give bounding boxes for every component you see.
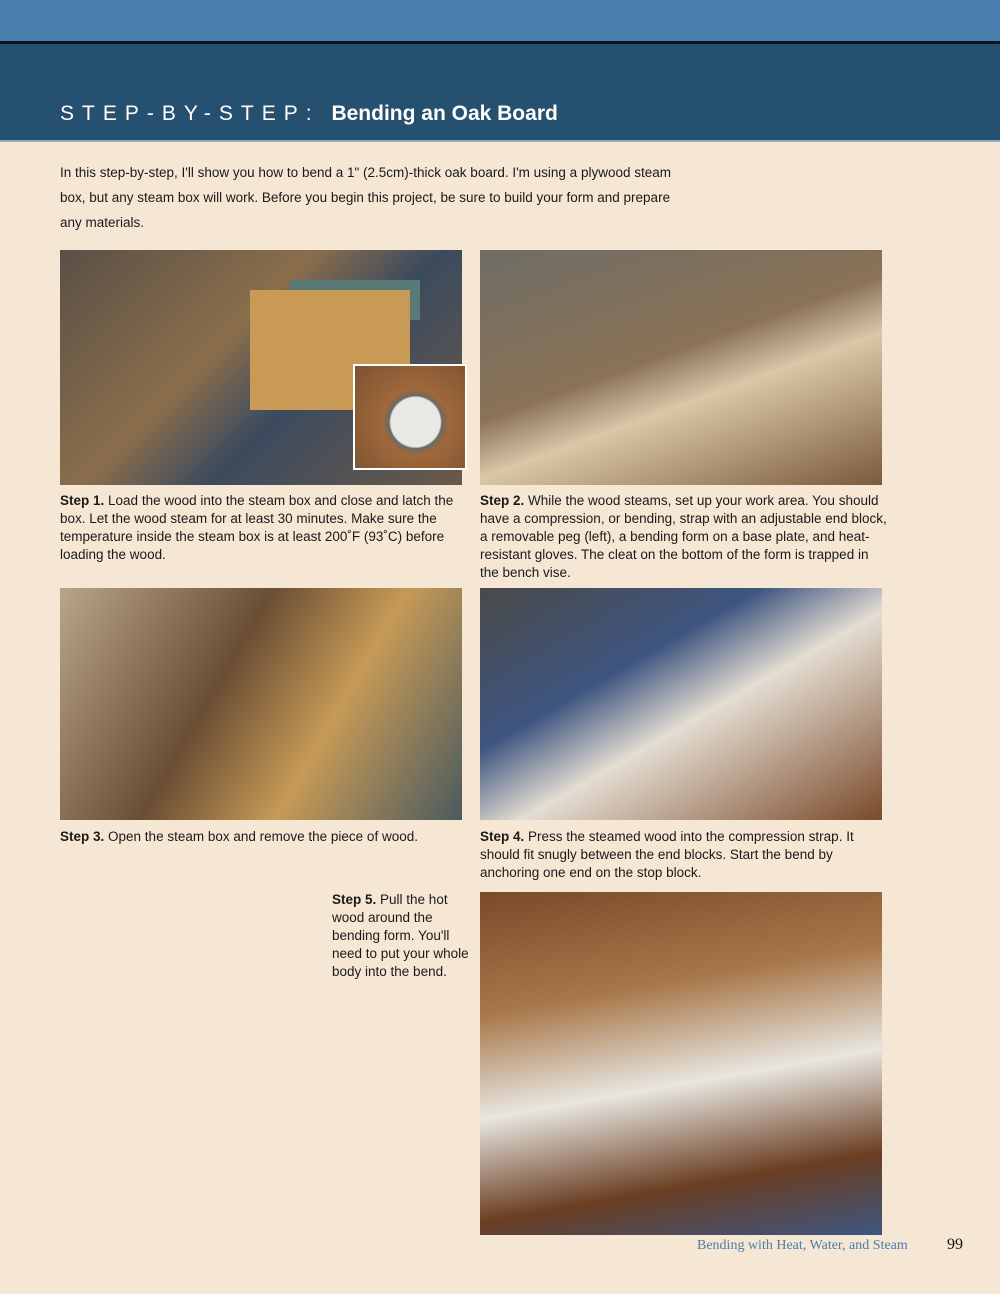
page-number: 99 bbox=[947, 1236, 963, 1253]
step-label: Step 3. bbox=[60, 829, 105, 844]
step-2-photo bbox=[480, 250, 882, 485]
step-4-caption bbox=[480, 828, 890, 882]
intro-paragraph: In this step-by-step, I'll show you how to bend a 1" (2.5cm)-thick oak board. I'm using a plywood steam box, but any steam box will work. Before you begin this project, be sure to build your form and prepare any materials. bbox=[60, 165, 671, 230]
thermometer-inset-photo bbox=[353, 364, 467, 470]
title-main: Bending an Oak Board bbox=[331, 102, 558, 125]
running-footer: Bending with Heat, Water, and Steam bbox=[697, 1238, 908, 1253]
step-text: Open the steam box and remove the piece of wood. bbox=[108, 829, 418, 844]
step-text: Load the wood into the steam box and close and latch the box. Let the wood steam for at least 30 minutes. Make sure the temperature inside the steam box is at least 200˚F (93˚C) before loading the wood. bbox=[60, 493, 454, 562]
header-band-top bbox=[0, 0, 1000, 41]
step-text: Press the steamed wood into the compression strap. It should fit snugly between the end blocks. Start the bend by anchoring one end on the stop block. bbox=[480, 829, 854, 880]
step-label: Step 5. bbox=[332, 892, 377, 907]
step-1-caption bbox=[60, 492, 460, 564]
step-label: Step 2. bbox=[480, 493, 525, 508]
step-3-photo bbox=[60, 588, 462, 820]
step-text: Pull the hot wood around the bending form. You'll need to put your whole body into the bend. bbox=[332, 892, 469, 979]
step-label: Step 1. bbox=[60, 493, 105, 508]
header-band bbox=[0, 44, 1000, 142]
step-3-caption bbox=[60, 828, 460, 846]
page-title bbox=[60, 102, 558, 126]
step-text: While the wood steams, set up your work area. You should have a compression, or bending, strap with an adjustable end block, a removable peg (left), a bending form on a base plate, and heat-resistant gloves. The cleat on the bottom of the form is trapped in the bench vise. bbox=[480, 493, 887, 580]
title-kicker: STEP-BY-STEP: bbox=[60, 102, 320, 125]
step-2-caption bbox=[480, 492, 890, 582]
step-label: Step 4. bbox=[480, 829, 525, 844]
step-5-caption bbox=[332, 891, 477, 981]
step-5-photo bbox=[480, 892, 882, 1235]
step-4-photo bbox=[480, 588, 882, 820]
